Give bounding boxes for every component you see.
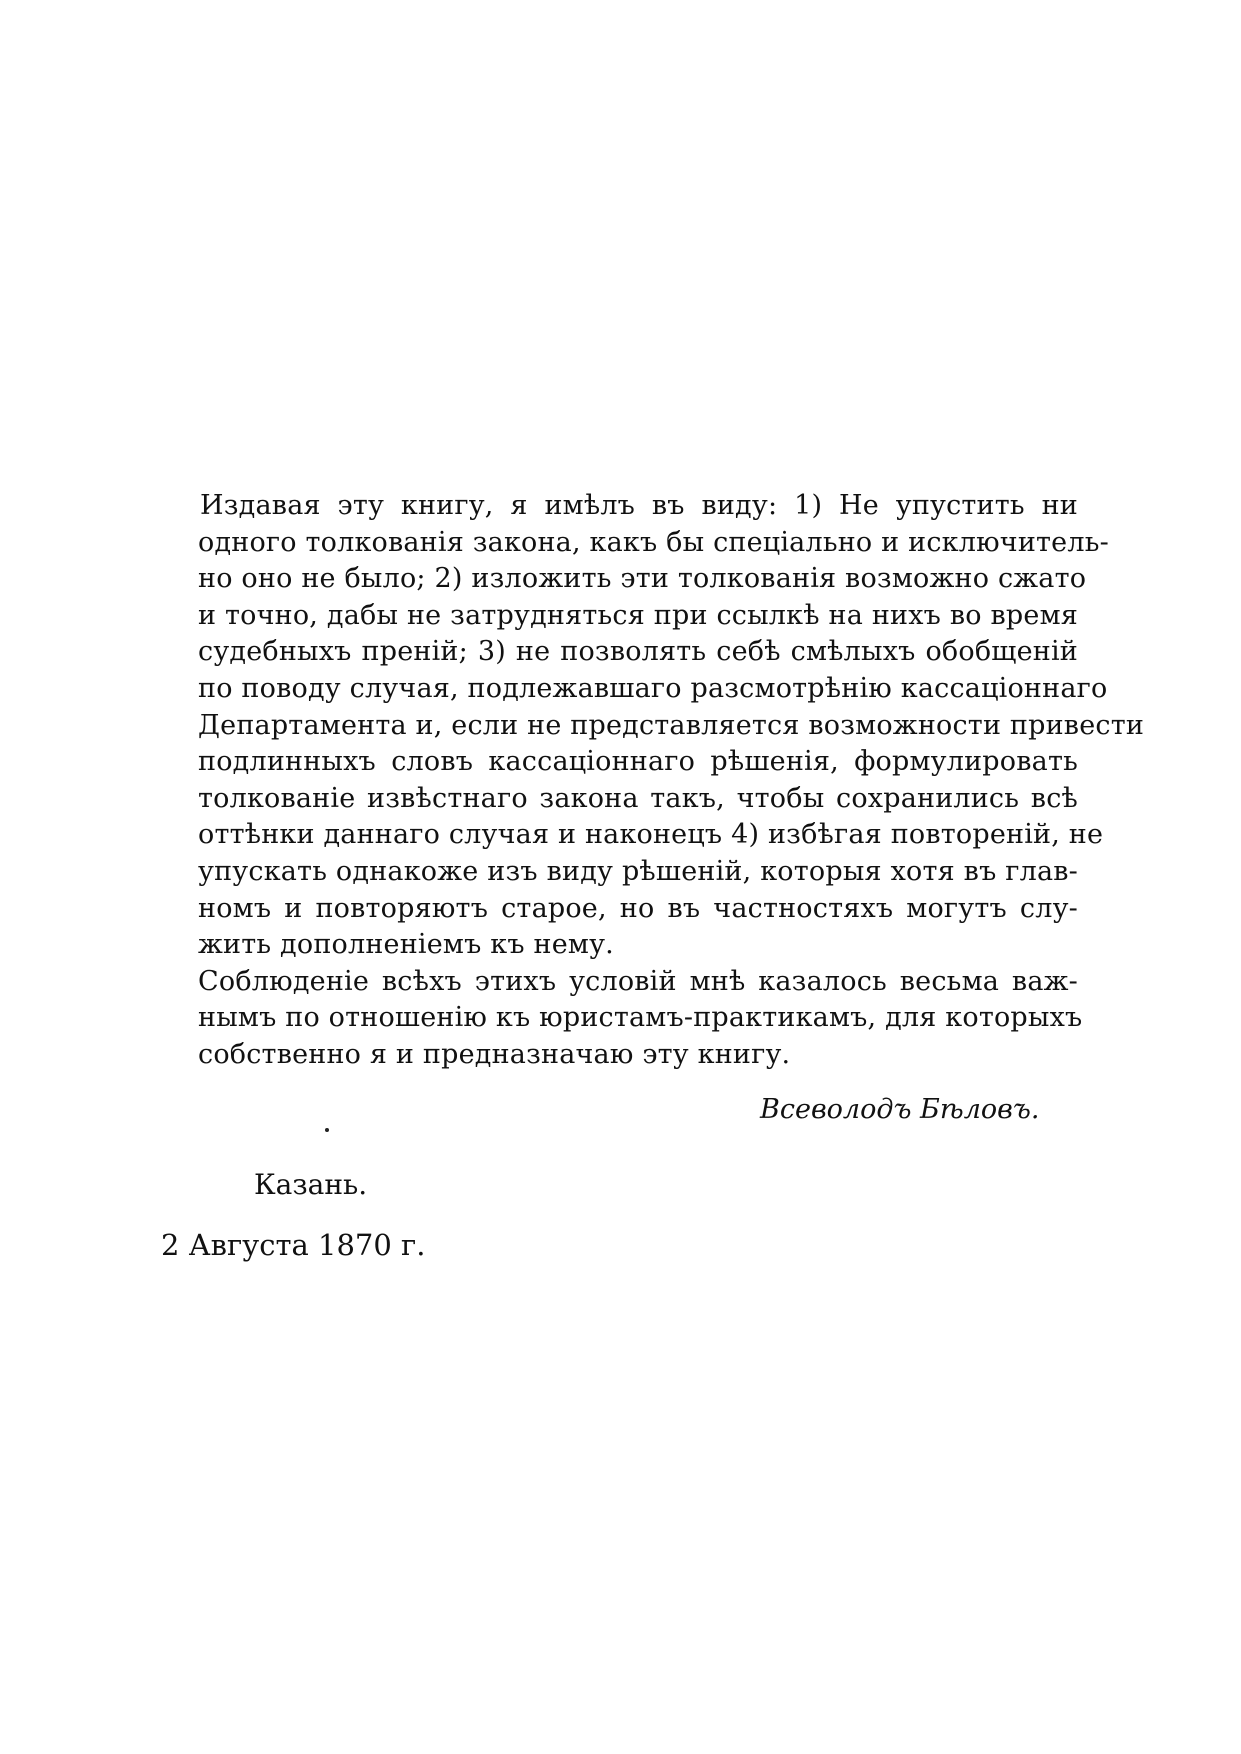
text-line: нымъ по отношенію къ юристамъ-практикамъ, для которыхъ [198,1002,1083,1034]
text-line: Соблюденіе всѣхъ этихъ условій мнѣ казалось весьма важ- [198,965,1078,997]
text-line: но оно не было; 2) изложить эти толкованія возможно сжато [198,563,1087,595]
preface-text [198,488,1145,1074]
stray-dot [325,1128,329,1132]
place-line: Казань. [254,1168,368,1201]
text-line: Департамента и, если не представляется возможности привести [198,709,1145,741]
text-line: собственно я и предназначаю эту книгу. [198,1038,791,1070]
text-line: жить дополненіемъ къ нему. [198,929,614,961]
text-line: судебныхъ преній; 3) не позволять себѣ смѣлыхъ обобщеній [198,636,1078,668]
text-line: и точно, дабы не затрудняться при ссылкѣ на нихъ во время [198,599,1078,631]
author-signature: Всеволодъ Бѣловъ. [760,1094,1040,1125]
text-line: по поводу случая, подлежавшаго разсмотрѣнію кассаціоннаго [198,672,1108,704]
text-line: Издавая эту книгу, я имѣлъ въ виду: 1) Не упустить ни [200,490,1078,521]
text-line: одного толкованія закона, какъ бы спеціально и исключитель- [198,526,1109,558]
text-line: оттѣнки даннаго случая и наконецъ 4) избѣгая повтореній, не [198,819,1104,851]
date-line: 2 Августа 1870 г. [161,1228,426,1262]
text-line: толкованіе извѣстнаго закона такъ, чтобы сохранились всѣ [198,782,1078,814]
text-line: подлинныхъ словъ кассаціоннаго рѣшенія, формулировать [198,746,1078,778]
text-line: номъ и повторяютъ старое, но въ частностяхъ могутъ слу- [198,892,1078,924]
text-line: упускать однакоже изъ виду рѣшеній, которыя хотя въ глав- [198,855,1078,887]
